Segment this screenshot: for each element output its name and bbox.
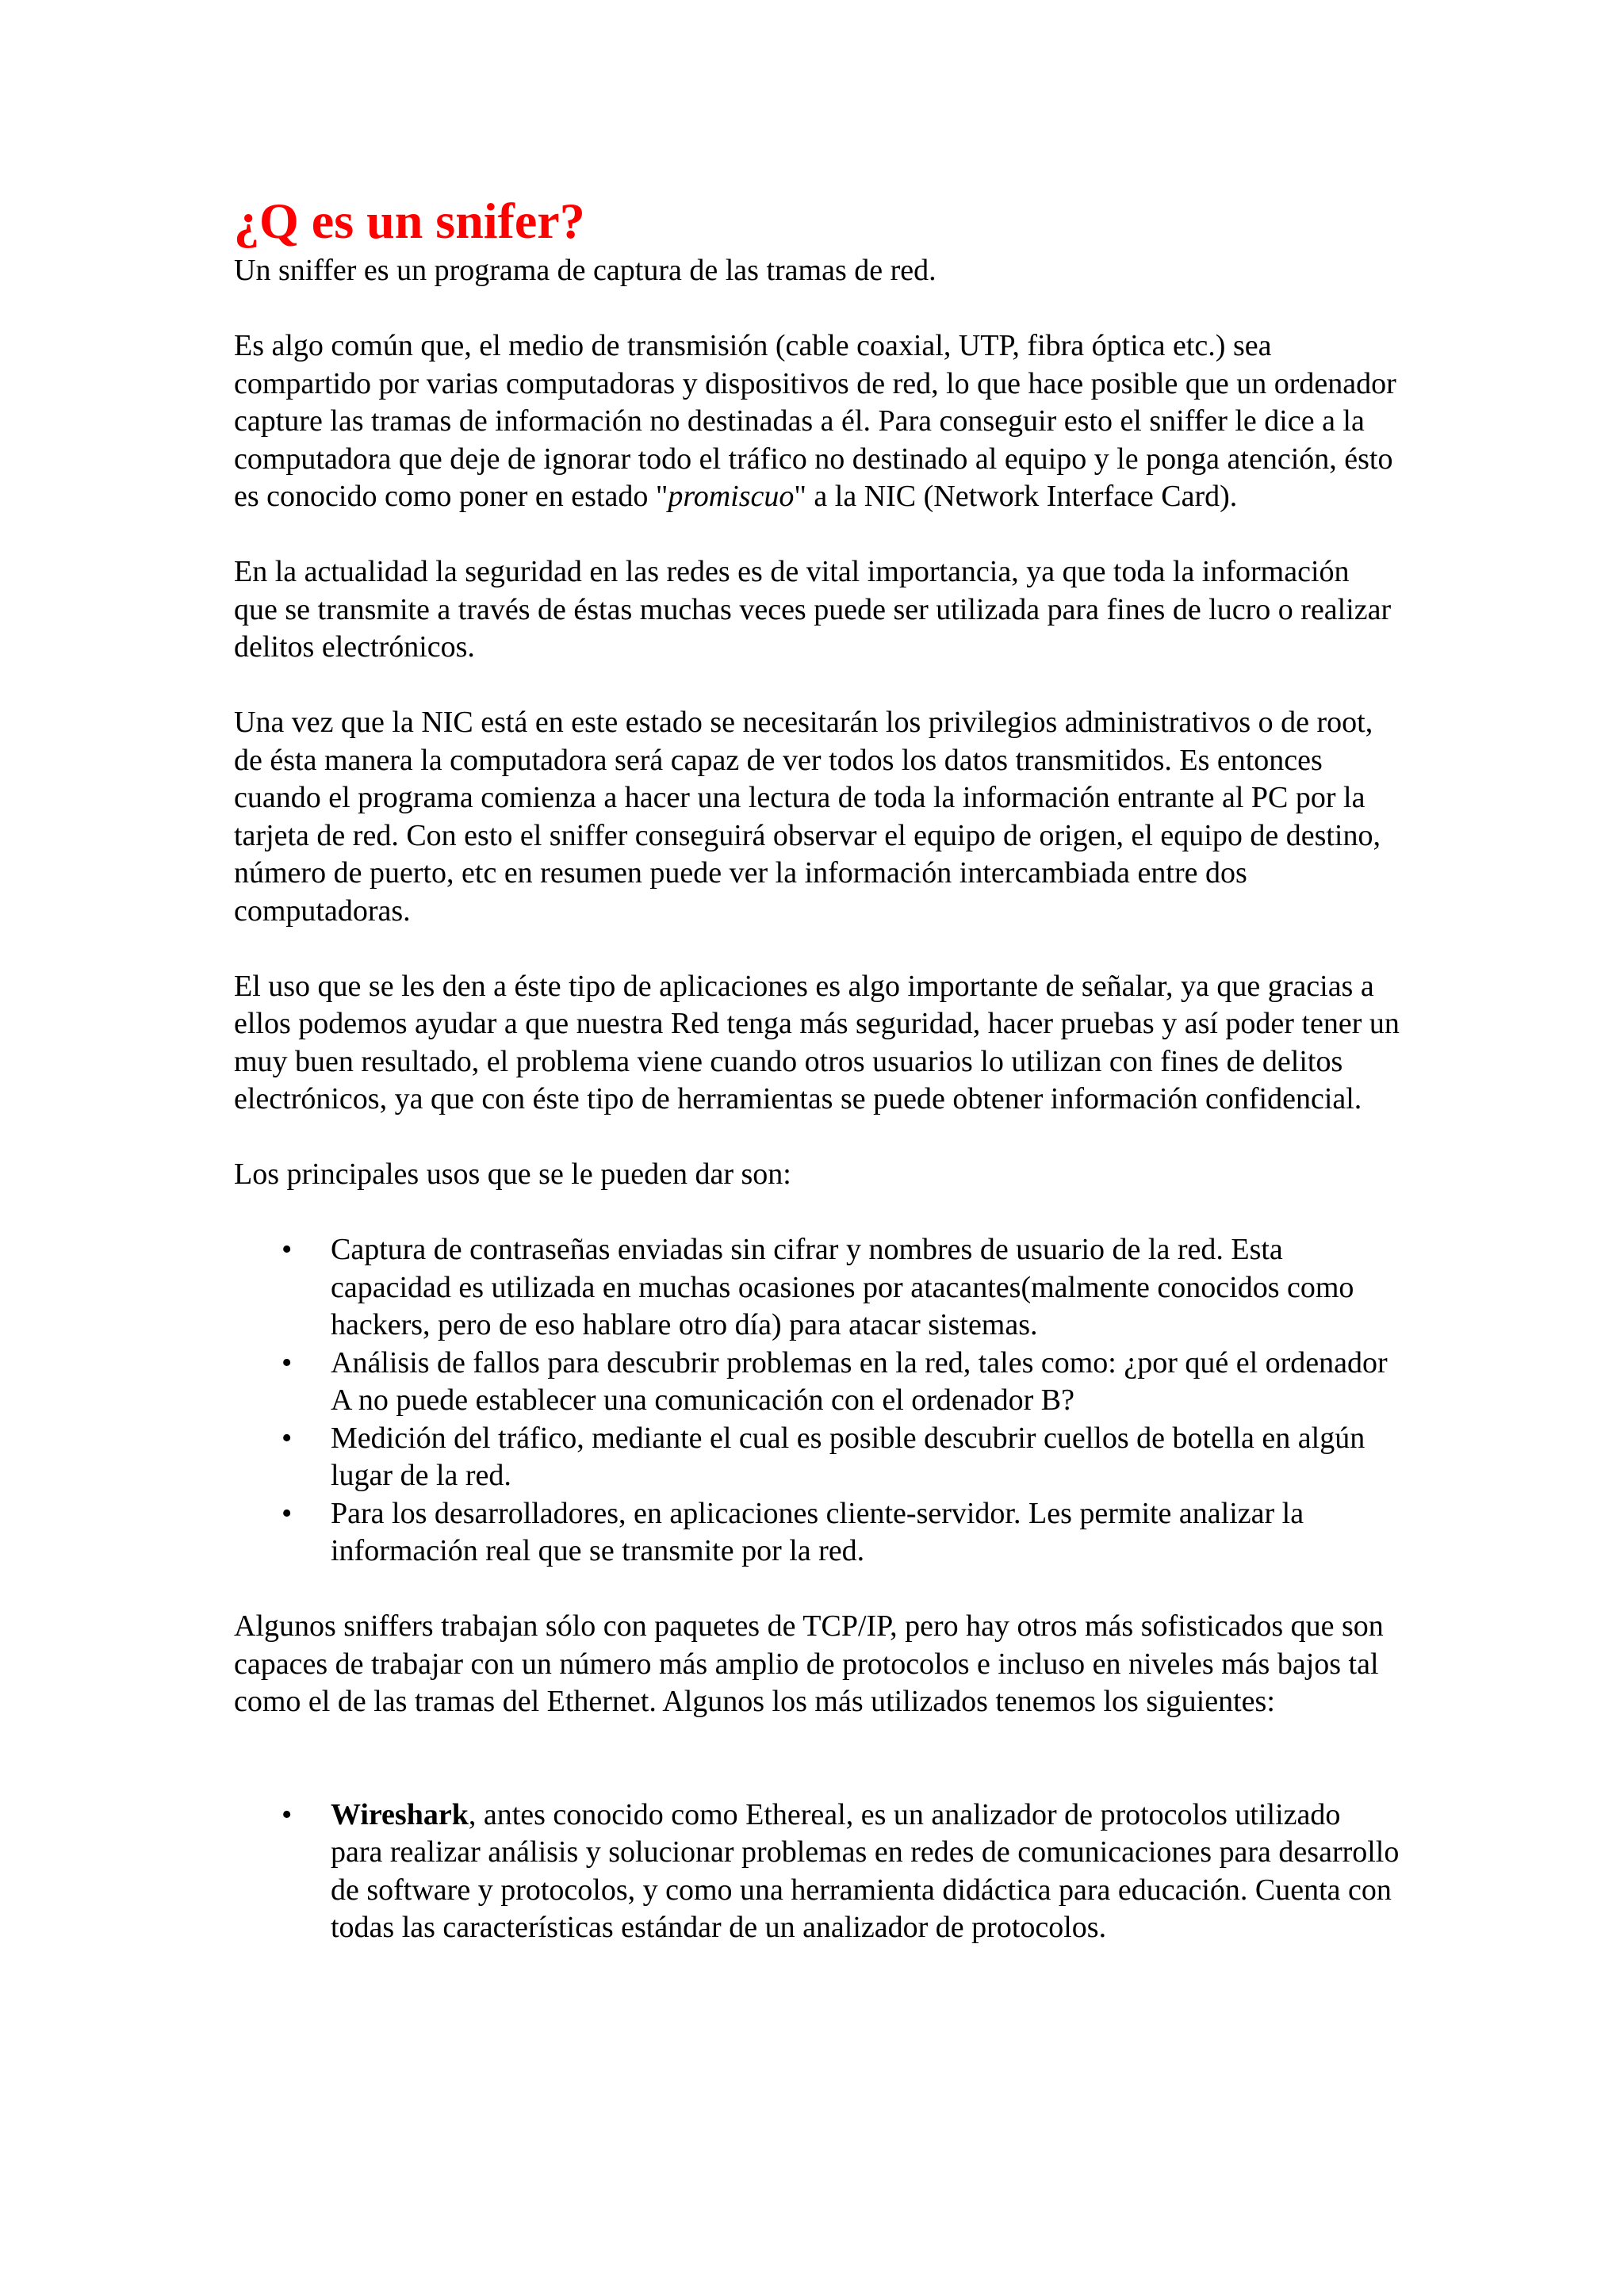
tool-name: Wireshark xyxy=(331,1797,469,1831)
paragraph-nic-state: Una vez que la NIC está en este estado se necesitarán los privilegios administrativos o de root, de ésta manera la computadora será capaz de ver todos los datos transmitidos. Es entonces cuando el programa comienza a hacer una lectura de toda la información entrante al PC por la tarjeta de red. Con esto el sniffer conseguirá observar el equipo de origen, el equipo de destino, número de puerto, etc en resumen puede ver la información intercambiada entre dos computadoras. xyxy=(234,706,1381,928)
tool-description: , antes conocido como Ethereal, es un analizador de protocolos utilizado para realizar análisis y solucionar problemas en redes de comunicaciones para desarrollo de software y protocolos, y como una herramienta didáctica para educación. Cuenta con todas las características estándar de un analizador de protocolos. xyxy=(331,1797,1400,1944)
promiscuo-term: promiscuo xyxy=(668,480,795,513)
paragraph-usage: El uso que se les den a éste tipo de aplicaciones es algo importante de señalar, ya que gracias a ellos podemos ayudar a que nuestra Red tenga más seguridad, hacer pruebas y así poder tener un muy buen resultado, el problema viene cuando otros usuarios lo utilizan con fines de delitos electrónicos, ya que con éste tipo de herramientas se puede obtener información confidencial. xyxy=(234,969,1400,1115)
paragraph-transmission-text: Es algo común que, el medio de transmisión (cable coaxial, UTP, fibra óptica etc.) sea compartido por varias computadoras y dispositivos de red, lo que hace posible que un ordenador capture las tramas de información no destinadas a él. Para conseguir esto el sniffer le dice a la computadora que deje de ignorar todo el tráfico no destinado al equipo y le ponga atención, ésto es conocido como poner en estado " xyxy=(234,329,1396,513)
list-item: • Medición del tráfico, mediante el cual es posible descubrir cuellos de botella en algún lugar de la red. xyxy=(331,1420,1400,1495)
spacer xyxy=(234,1758,1400,1797)
tools-list xyxy=(234,1797,1400,1947)
paragraph-security: En la actualidad la seguridad en las redes es de vital importancia, ya que toda la información que se transmite a través de éstas muchas veces puede ser utilizada para fines de lucro o realizar delitos electrónicos. xyxy=(234,555,1392,664)
paragraph-transmission-end: " a la NIC (Network Interface Card). xyxy=(794,480,1238,513)
list-item: • Análisis de fallos para descubrir problemas en la red, tales como: ¿por qué el ordenador A no puede establecer una comunicación con el ordenador B? xyxy=(331,1345,1400,1420)
page-title: ¿Q es un snifer? xyxy=(234,193,585,249)
paragraph-transmission xyxy=(234,327,1400,516)
paragraph-uses-intro: Los principales usos que se le pueden dar son: xyxy=(234,1158,791,1191)
list-item-wireshark xyxy=(331,1797,1400,1947)
uses-list xyxy=(234,1231,1400,1571)
document-page xyxy=(234,190,1400,1984)
paragraph-sniffers: Algunos sniffers trabajan sólo con paquetes de TCP/IP, pero hay otros más sofisticados que son capaces de trabajar con un número más amplio de protocolos e incluso en niveles más bajos tal como el de las tramas del Ethernet. Algunos los más utilizados tenemos los siguientes: xyxy=(234,1609,1384,1718)
intro-paragraph: Un sniffer es un programa de captura de las tramas de red. xyxy=(234,254,936,287)
list-item: • Para los desarrolladores, en aplicaciones cliente-servidor. Les permite analizar la información real que se transmite por la red. xyxy=(331,1495,1400,1571)
list-item: • Captura de contraseñas enviadas sin cifrar y nombres de usuario de la red. Esta capacidad es utilizada en muchas ocasiones por atacantes(malmente conocidos como hackers, pero de eso hablare otro día) para atacar sistemas. xyxy=(331,1231,1400,1345)
